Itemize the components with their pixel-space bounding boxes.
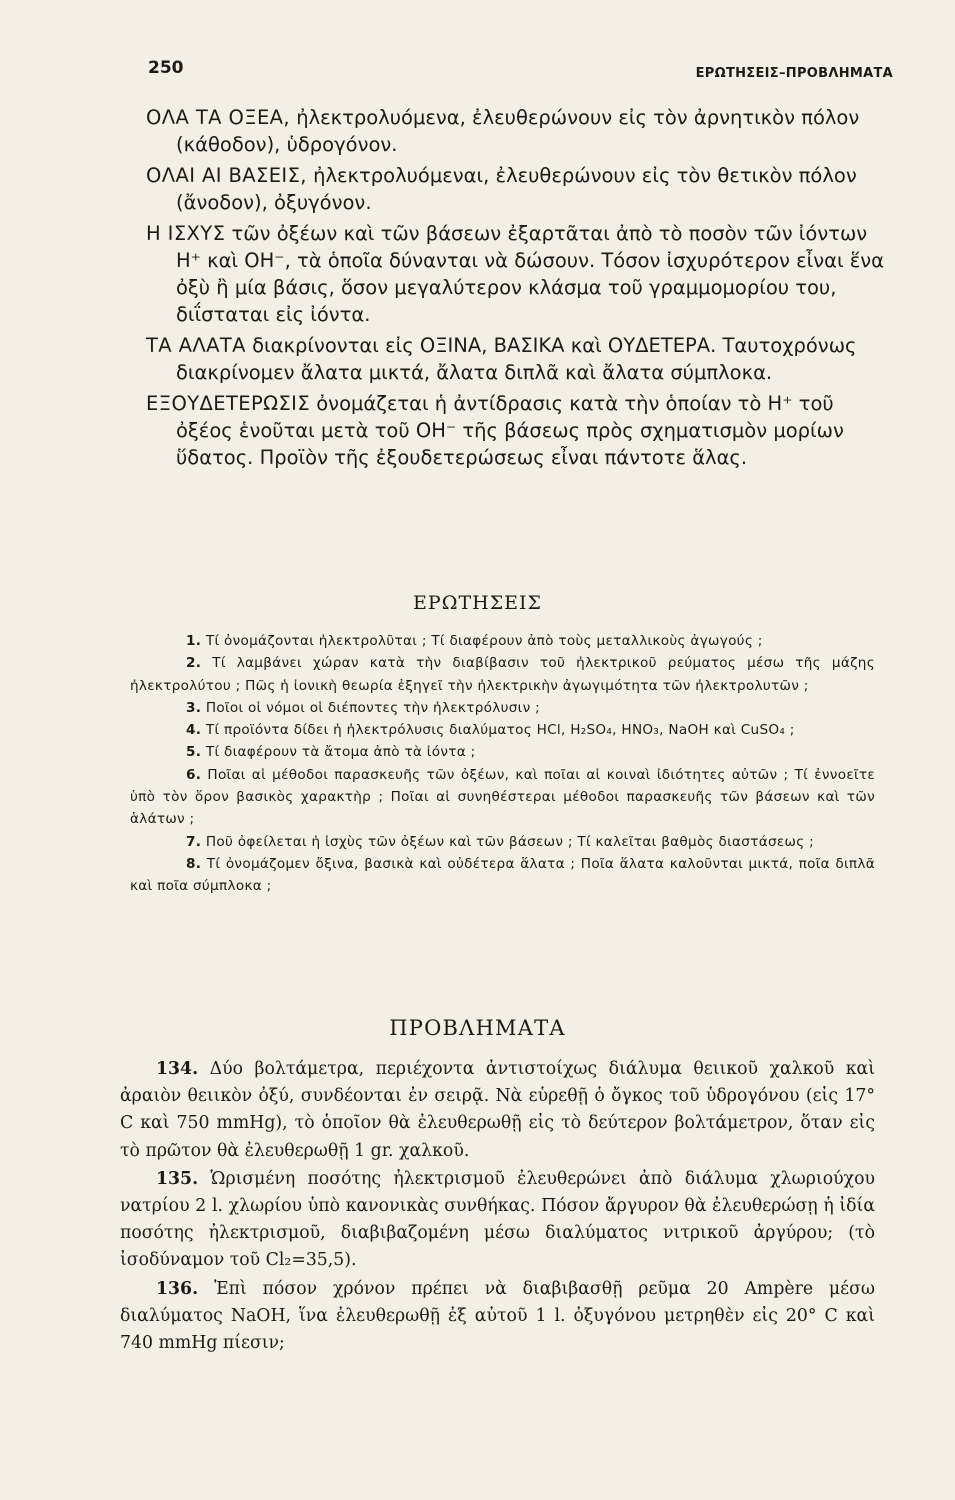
summary-lead: ΤΑ ΑΛΑΤΑ <box>146 334 246 357</box>
questions-heading: ΕΡΩΤΗΣΕΙΣ <box>413 592 542 614</box>
problems-list <box>120 1056 875 1358</box>
question-number: 8. <box>186 855 202 872</box>
question-item <box>130 719 875 741</box>
problem-text: Ἐπὶ πόσον χρόνον πρέπει νὰ διαβιβασθῇ ρεῦμα 20 Ampère μέσω διαλύματος NaOH, ἵνα ἐλευθερωθῇ ἐξ αὐτοῦ 1 l. ὀξυγόνου μετρηθὲν εἰς 20° C καὶ 740 mmHg πίεσιν; <box>120 1278 875 1354</box>
summary-item <box>146 332 891 386</box>
summary-text: τῶν ὀξέων καὶ τῶν βάσεων ἐξαρτᾶται ἀπὸ τὸ ποσὸν τῶν ἰόντων Η⁺ καὶ ΟΗ⁻, τὰ ὁποῖα δύνανται νὰ δώσουν. Τόσον ἰσχυρότερον εἶναι ἕνα ὀξὺ ἢ μία βάσις, ὅσον μεγαλύτερον κλάσμα τοῦ γραμμομορίου του, διΐσταται εἰς ἰόντα. <box>176 222 885 326</box>
question-item <box>130 853 875 898</box>
question-number: 7. <box>186 833 202 850</box>
question-text: Ποῖαι αἱ μέθοδοι παρασκευῆς τῶν ὀξέων, καὶ ποῖαι αἱ κοιναὶ ἰδιότητες αὐτῶν ; Τί ἐννοεῖτε ὑπὸ τὸν ὅρον βασικὸς χαρακτὴρ ; Ποῖαι αἱ συνηθέστεραι μέθοδοι παρασκευῆς τῶν βάσεων καὶ τῶν ἁλάτων ; <box>130 766 875 828</box>
summary-item <box>146 220 891 328</box>
question-item <box>130 764 875 831</box>
problem-number: 134. <box>156 1059 199 1079</box>
running-head: ΕΡΩΤΗΣΕΙΣ–ΠΡΟΒΛΗΜΑΤΑ <box>695 66 893 81</box>
page-number: 250 <box>148 58 184 78</box>
summary-text: ἠλεκτρολυόμενα, ἐλευθερώνουν εἰς τὸν ἀρνητικὸν πόλον (κάθοδον), ὑδρογόνον. <box>176 106 860 156</box>
question-text: Ποῖοι οἱ νόμοι οἱ διέποντες τὴν ἠλεκτρόλυσιν ; <box>205 699 540 716</box>
question-number: 1. <box>186 633 202 649</box>
summary-lead: ΟΛΑΙ ΑΙ ΒΑΣΕΙΣ, <box>146 164 307 187</box>
question-text: Ποῦ ὀφείλεται ἡ ἰσχὺς τῶν ὀξέων καὶ τῶν βάσεων ; Τί καλεῖται βαθμὸς διαστάσεως ; <box>205 833 814 850</box>
problem-text: Δύο βολτάμετρα, περιέχοντα ἀντιστοίχως διάλυμα θειικοῦ χαλκοῦ καὶ ἀραιὸν θειικὸν ὀξύ, συνδέονται ἐν σειρᾷ. Νὰ εὑρεθῇ ὁ ὄγκος τοῦ ὑδρογόνου (εἰς 17° C καὶ 750 mmHg), τὸ ὁποῖον θὰ ἐλευθερωθῇ εἰς τὸ δεύτερον βολτάμετρον, ὅταν εἰς τὸ πρῶτον θὰ ἐλευθερωθῇ 1 gr. χαλκοῦ. <box>120 1059 876 1161</box>
question-number: 5. <box>186 744 202 761</box>
summary-lead: ΟΛΑ ΤΑ ΟΞΕΑ, <box>146 106 291 129</box>
summary-item <box>146 104 891 158</box>
summary-item <box>146 162 891 216</box>
question-text: Τί διαφέρουν τὰ ἄτομα ἀπὸ τὰ ἰόντα ; <box>205 744 476 761</box>
summary-lead: ΕΞΟΥΔΕΤΕΡΩΣΙΣ <box>146 392 311 415</box>
summary-section <box>146 104 891 475</box>
summary-item <box>146 390 891 471</box>
summary-text: ὀνομάζεται ἡ ἀντίδρασις κατὰ τὴν ὁποίαν τὸ Η⁺ τοῦ ὀξέος ἑνοῦται μετὰ τοῦ ΟΗ⁻ τῆς βάσεως πρὸς σχηματισμὸν μορίων ὕδατος. Προϊὸν τῆς ἐξουδετερώσεως εἶναι πάντοτε ἅλας. <box>176 392 844 469</box>
question-text: Τί προϊόντα δίδει ἡ ἠλεκτρόλυσις διαλύματος HCl, H₂SO₄, HNO₃, NaOH καὶ CuSO₄ ; <box>205 722 795 739</box>
question-item <box>130 697 875 719</box>
problem-item <box>120 1056 875 1165</box>
problem-text: Ὡρισμένη ποσότης ἠλεκτρισμοῦ ἐλευθερώνει ἀπὸ διάλυμα χλωριούχου νατρίου 2 l. χλωρίου ὑπὸ κανονικὰς συνθήκας. Πόσον ἄργυρον θὰ ἐλευθερώσῃ ἡ ἰδία ποσότης ἠλεκτρισμοῦ, διαβιβαζομένη μέσω διαλύματος νιτρικοῦ ἀργύρου; (τὸ ἰσοδύναμον τοῦ Cl₂=35,5). <box>120 1168 875 1271</box>
problem-number: 136. <box>156 1278 199 1299</box>
page-header <box>148 58 893 84</box>
summary-text: ἠλεκτρολυόμεναι, ἐλευθερώνουν εἰς τὸν θετικὸν πόλον (ἄνοδον), ὀξυγόνον. <box>176 164 857 214</box>
question-number: 4. <box>186 722 202 739</box>
question-text: Τί ὀνομάζονται ἠλεκτρολῦται ; Τί διαφέρουν ἀπὸ τοὺς μεταλλικοὺς ἀγωγούς ; <box>205 633 763 649</box>
question-item <box>130 831 875 853</box>
question-item <box>130 652 875 697</box>
question-number: 2. <box>186 655 202 672</box>
problem-number: 135. <box>156 1168 199 1189</box>
question-number: 3. <box>186 699 202 716</box>
summary-lead: Η ΙΣΧΥΣ <box>146 222 226 245</box>
problems-heading: ΠΡΟΒΛΗΜΑΤΑ <box>389 1016 566 1040</box>
problem-item <box>120 1276 875 1358</box>
questions-list <box>130 630 875 898</box>
question-text: Τί λαμβάνει χώραν κατὰ τὴν διαβίβασιν τοῦ ἠλεκτρικοῦ ρεύματος μέσω τῆς μάζης ἠλεκτρολύτου ; Πῶς ἡ ἰονικὴ θεωρία ἐξηγεῖ τὴν ἠλεκτρικὴν ἀγωγιμότητα τῶν ἠλεκτρολυτῶν ; <box>130 655 876 694</box>
question-text: Τί ὀνομάζομεν ὄξινα, βασικὰ καὶ οὐδέτερα ἅλατα ; Ποῖα ἅλατα καλοῦνται μικτά, ποῖα διπλᾶ καὶ ποῖα σύμπλοκα ; <box>130 855 876 895</box>
summary-text: διακρίνονται εἰς ΟΞΙΝΑ, ΒΑΣΙΚΑ καὶ ΟΥΔΕΤΕΡΑ. Ταυτοχρόνως διακρίνομεν ἄλατα μικτά, ἄλατα διπλᾶ καὶ ἄλατα σύμπλοκα. <box>176 334 857 384</box>
problem-item <box>120 1166 875 1275</box>
question-item <box>130 741 875 763</box>
question-number: 6. <box>186 766 202 783</box>
question-item <box>130 630 875 652</box>
